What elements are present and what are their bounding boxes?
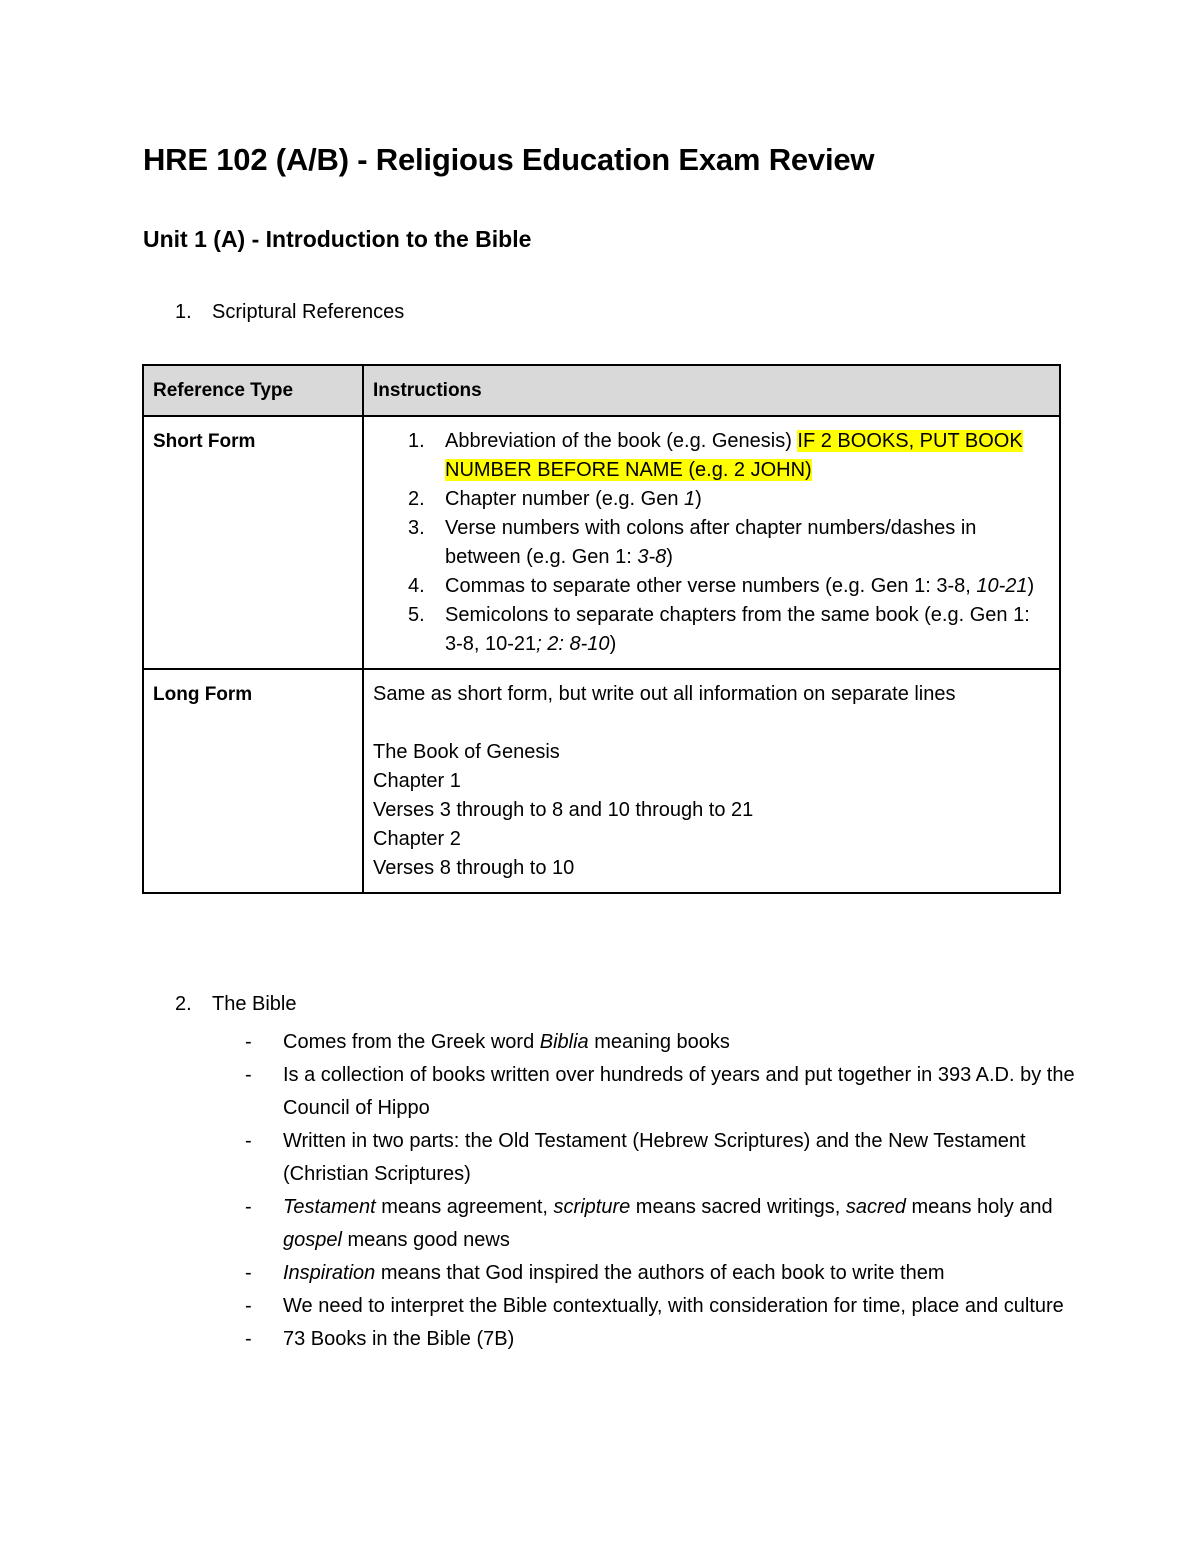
text-run: Chapter number (e.g. Gen: [445, 488, 685, 510]
text-run: ): [1027, 575, 1035, 597]
bullet-dash: -: [245, 1064, 252, 1086]
bullet-dash: -: [245, 1262, 252, 1284]
italic-text: scripture: [553, 1196, 631, 1218]
italic-text: sacred: [845, 1196, 906, 1218]
unit-heading: Unit 1 (A) - Introduction to the Bible: [143, 226, 532, 252]
scriptural-references-table: [142, 364, 1061, 894]
short-form-steps: [373, 427, 1050, 659]
long-form-line: Verses 8 through to 10: [373, 857, 575, 879]
short-form-step: [373, 427, 1050, 485]
highlighted-text: IF 2 BOOKS, PUT BOOK NUMBER BEFORE NAME (e.g. 2 JOHN): [445, 430, 1023, 481]
section-2-heading: [175, 993, 297, 1016]
step-number: 1.: [408, 430, 425, 452]
text-run: Abbreviation of the book (e.g. Genesis): [445, 430, 798, 452]
text-run: ): [609, 633, 617, 655]
document-title: HRE 102 (A/B) - Religious Education Exam Review: [143, 142, 875, 177]
bullet-dash: -: [245, 1196, 252, 1218]
section-1-number: 1.: [175, 301, 192, 323]
list-item: [245, 1257, 1075, 1290]
text-run: Written in two parts: the Old Testament (Hebrew Scriptures) and the New Testament (Christian Scriptures): [283, 1130, 1026, 1185]
list-item: [245, 1125, 1075, 1191]
text-run: means good news: [341, 1229, 510, 1251]
list-item: [245, 1290, 1075, 1323]
short-form-instructions: [363, 416, 1060, 669]
step-number: 2.: [408, 488, 425, 510]
list-item: [245, 1191, 1075, 1257]
bullet-dash: -: [245, 1328, 252, 1350]
bullet-dash: -: [245, 1031, 252, 1053]
text-run: Comes from the Greek word: [283, 1031, 540, 1053]
short-form-step: [373, 572, 1050, 601]
section-1-title: Scriptural References: [212, 301, 405, 323]
section-2-number: 2.: [175, 993, 192, 1015]
table-row-short-form: [143, 416, 1060, 669]
text-run: means holy and: [905, 1196, 1053, 1218]
text-run: Commas to separate other verse numbers (e.g. Gen 1: 3-8,: [445, 575, 977, 597]
bullet-dash: -: [245, 1295, 252, 1317]
bible-bullet-list: [245, 1026, 1075, 1356]
long-form-line: Chapter 1: [373, 770, 461, 792]
section-1-heading: [175, 301, 404, 324]
table-row-long-form: [143, 669, 1060, 893]
italic-text: ; 2: 8-10: [536, 633, 610, 655]
long-form-line: Chapter 2: [373, 828, 461, 850]
italic-text: 3-8: [637, 546, 667, 568]
text-run: Is a collection of books written over hundreds of years and put together in 393 A.D. by the Council of Hippo: [283, 1064, 1075, 1119]
header-reference-type: Reference Type: [143, 365, 363, 416]
italic-text: gospel: [283, 1229, 342, 1251]
short-form-step: [373, 601, 1050, 659]
text-run: 73 Books in the Bible (7B): [283, 1328, 515, 1350]
text-run: ): [666, 546, 673, 568]
long-form-intro: Same as short form, but write out all information on separate lines: [373, 683, 956, 705]
step-number: 3.: [408, 517, 425, 539]
section-2-title: The Bible: [212, 993, 297, 1015]
italic-text: 1: [684, 488, 696, 510]
italic-text: Testament: [283, 1196, 376, 1218]
italic-text: Inspiration: [283, 1262, 376, 1284]
text-run: Verse numbers with colons after chapter numbers/dashes in between (e.g. Gen 1:: [445, 517, 977, 568]
italic-text: 10-21: [976, 575, 1028, 597]
short-form-step: [373, 485, 1050, 514]
bullet-dash: -: [245, 1130, 252, 1152]
short-form-step: [373, 514, 1050, 572]
text-run: means that God inspired the authors of each book to write them: [375, 1262, 945, 1284]
list-item: [245, 1323, 1075, 1356]
italic-text: Biblia: [539, 1031, 589, 1053]
list-item: [245, 1059, 1075, 1125]
header-instructions: Instructions: [363, 365, 1060, 416]
text-run: Semicolons to separate chapters from the same book (e.g. Gen 1: 3-8, 10-21: [445, 604, 1030, 655]
text-run: ): [695, 488, 702, 510]
list-item: [245, 1026, 1075, 1059]
long-form-instructions: [363, 669, 1060, 893]
text-run: means agreement,: [375, 1196, 554, 1218]
long-form-label: Long Form: [143, 669, 363, 893]
step-number: 4.: [408, 575, 425, 597]
long-form-line: The Book of Genesis: [373, 741, 560, 763]
step-number: 5.: [408, 604, 425, 626]
long-form-line: Verses 3 through to 8 and 10 through to 21: [373, 799, 754, 821]
short-form-label: Short Form: [143, 416, 363, 669]
text-run: means sacred writings,: [630, 1196, 846, 1218]
text-run: We need to interpret the Bible contextually, with consideration for time, place and culture: [283, 1295, 1064, 1317]
text-run: meaning books: [588, 1031, 730, 1053]
table-header-row: [143, 365, 1060, 416]
